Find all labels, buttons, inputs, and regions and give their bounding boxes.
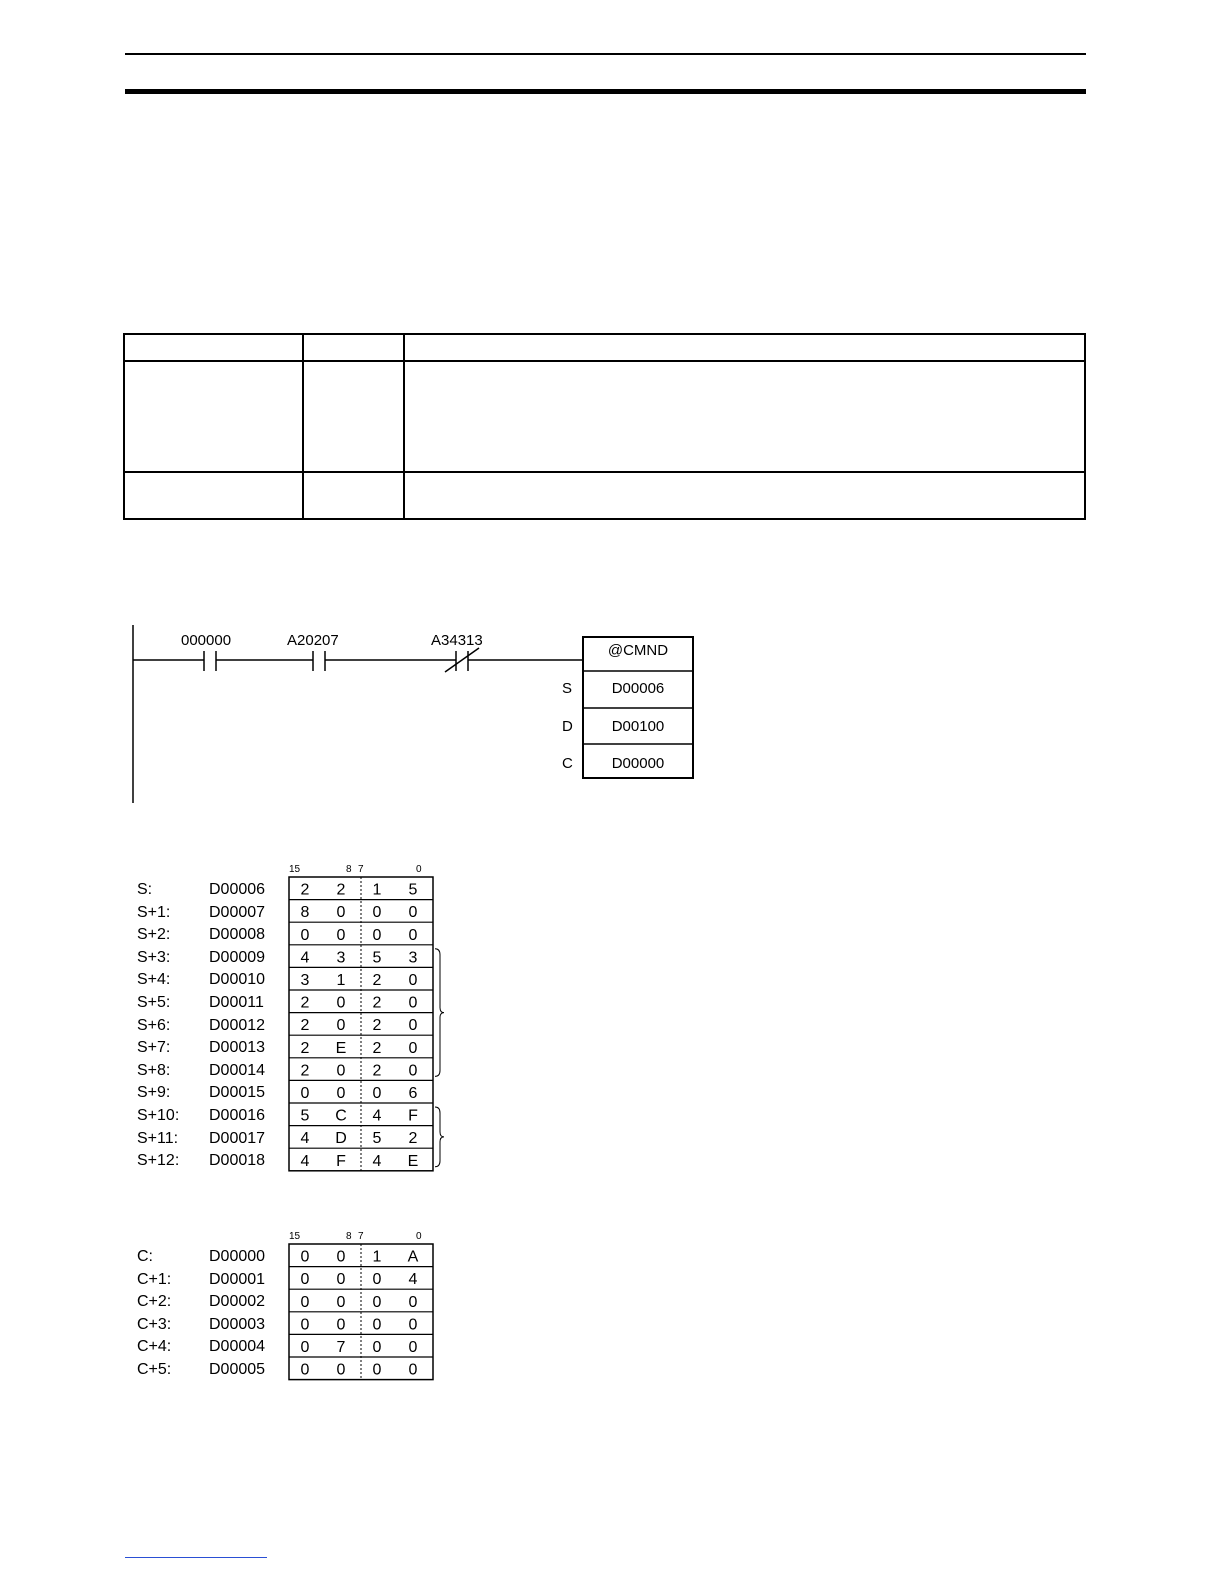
word-address: D00007 [209,903,266,921]
word-address: D00006 [209,881,266,898]
memory-grid [288,1243,454,1381]
hex-digit: 4 [372,1152,382,1170]
word-address: D00003 [209,1315,266,1333]
bit-label: 15 [289,1231,301,1242]
hex-digit: 0 [300,1339,310,1356]
memory-grid [288,876,454,1172]
hex-digit: 2 [300,1017,310,1035]
hex-digit: 4 [408,1271,418,1289]
hex-digit: 0 [336,904,346,922]
instruction-block [583,637,693,778]
hex-digit: 0 [336,1361,346,1379]
hex-digit: 2 [300,1039,310,1057]
word-label: S+4: [137,971,171,989]
hex-digit: 2 [300,994,310,1012]
word-label: S+1: [137,903,171,921]
header-rule-thick [125,89,1086,94]
hex-digit: 0 [408,1017,418,1035]
hex-digit: 0 [336,1293,346,1311]
word-address: D00013 [209,1039,266,1057]
word-label: S: [137,881,153,898]
table-cell [303,472,404,519]
hex-digit: 1 [336,972,346,989]
word-label: C+1: [137,1270,172,1288]
operand-name: S [562,680,573,697]
hex-digit: 8 [300,904,310,922]
hex-digit: 0 [408,1339,418,1356]
bit-label: 8 [346,864,352,875]
word-address: D00008 [209,926,266,944]
contact-label: A20207 [287,632,339,649]
hex-digit: 0 [336,1017,346,1035]
hex-digit: 0 [408,1293,418,1311]
hex-digit: 5 [372,949,382,967]
bit-label: 15 [289,864,301,875]
table-cell [124,472,303,519]
word-label: C+3: [137,1315,172,1333]
hex-digit: 0 [300,1085,310,1102]
table-header-cell [404,334,1085,361]
word-address: D00012 [209,1016,266,1034]
instruction-name: @CMND [607,642,669,659]
hex-digit: 0 [408,904,418,922]
hex-digit: 0 [408,994,418,1012]
contact-label: 000000 [181,632,232,649]
hex-digit: 0 [336,926,346,944]
table-cell [404,361,1085,472]
grouping-brace [435,949,444,1077]
hex-digit: 0 [300,1316,310,1334]
parameter-table [123,333,1086,520]
word-label: S+12: [137,1152,180,1170]
hex-digit: 5 [408,881,418,899]
bit-label: 0 [416,864,422,875]
operand-value: D00100 [611,718,665,735]
hex-digit: 2 [336,881,346,899]
word-label: S+9: [137,1084,171,1102]
bit-label: 8 [346,1231,352,1242]
hex-digit: 0 [300,926,310,944]
hex-digit: A [407,1248,419,1266]
word-address: D00002 [209,1293,266,1311]
hex-digit: 2 [372,1039,382,1057]
word-label: C: [137,1248,153,1265]
hex-digit: E [335,1039,347,1057]
hex-digit: 0 [372,1339,382,1356]
hex-digit: 0 [372,1316,382,1334]
word-label: S+7: [137,1039,171,1057]
word-label: C+5: [137,1361,172,1378]
word-address: D00009 [209,948,266,966]
word-label: S+6: [137,1016,171,1034]
hex-digit: 0 [372,1293,382,1311]
bit-label: 7 [358,1231,364,1242]
hex-digit: 3 [408,949,418,967]
word-address: D00011 [209,994,264,1011]
operand-value: D00000 [611,755,665,772]
hex-digit: 5 [300,1107,310,1125]
hex-digit: 4 [300,1152,310,1170]
hex-digit: 2 [372,1017,382,1035]
hex-digit: 0 [408,1361,418,1379]
hex-digit: 0 [408,926,418,944]
hex-digit: 0 [336,1316,346,1334]
hex-digit: 2 [372,994,382,1012]
header-rule-thin [125,53,1086,55]
hex-digit: F [408,1107,418,1125]
hex-digit: 2 [300,881,310,899]
word-label: S+11: [137,1129,179,1147]
word-address: D00010 [209,971,266,989]
ladder-diagram [120,615,710,810]
hex-digit: 2 [408,1130,418,1148]
hex-digit: F [336,1152,346,1170]
table-header-cell [303,334,404,361]
contact-label: A34313 [431,632,483,649]
hex-digit: 6 [408,1085,418,1102]
hex-digit: E [407,1152,419,1170]
table-header-cell [124,334,303,361]
word-label: S+8: [137,1061,171,1079]
hex-digit: 0 [336,1271,346,1289]
hex-digit: 0 [336,1062,346,1080]
hex-digit: 2 [300,1062,310,1080]
hex-digit: 0 [372,1271,382,1289]
grouping-brace [435,1107,444,1167]
word-address: D00015 [209,1084,266,1102]
hex-digit: 0 [300,1271,310,1289]
operand-name: C [562,755,573,772]
word-label: S+10: [137,1107,180,1124]
hex-digit: 0 [372,904,382,922]
hex-digit: 1 [372,881,382,899]
operand-value: D00006 [611,680,665,697]
word-address: D00001 [209,1270,266,1288]
table-cell [303,361,404,472]
hex-digit: D [335,1130,347,1148]
word-label: C+2: [137,1293,172,1311]
hex-digit: 0 [372,1361,382,1379]
word-address: D00014 [209,1061,266,1079]
hex-digit: 4 [300,949,310,967]
hex-digit: 0 [372,926,382,944]
word-label: S+2: [137,926,171,944]
word-label: C+4: [137,1338,172,1356]
hex-digit: 4 [372,1107,382,1125]
bit-label: 7 [358,864,364,875]
hex-digit: 7 [336,1339,346,1356]
word-address: D00018 [209,1152,266,1170]
hex-digit: 3 [300,972,310,989]
hex-digit: 0 [300,1248,310,1266]
hex-digit: 0 [336,1248,346,1266]
word-address: D00004 [209,1338,266,1356]
word-label: S+3: [137,948,171,966]
word-address: D00017 [209,1129,266,1147]
hex-digit: 0 [408,972,418,989]
footer-link-rule [125,1557,267,1558]
hex-digit: 0 [300,1361,310,1379]
word-address: D00016 [209,1107,266,1124]
hex-digit: 0 [300,1293,310,1311]
hex-digit: 2 [372,1062,382,1080]
word-label: S+5: [137,994,171,1011]
table-cell [404,472,1085,519]
word-address: D00000 [209,1248,266,1265]
hex-digit: 0 [336,994,346,1012]
hex-digit: 0 [408,1039,418,1057]
operand-name: D [562,718,573,735]
table-cell [124,361,303,472]
hex-digit: 0 [372,1085,382,1102]
hex-digit: 0 [336,1085,346,1102]
hex-digit: 1 [372,1248,382,1266]
hex-digit: 5 [372,1130,382,1148]
hex-digit: 4 [300,1130,310,1148]
hex-digit: C [335,1107,347,1125]
hex-digit: 2 [372,972,382,989]
word-address: D00005 [209,1361,266,1378]
bit-label: 0 [416,1231,422,1242]
hex-digit: 3 [336,949,346,967]
hex-digit: 0 [408,1316,418,1334]
hex-digit: 0 [408,1062,418,1080]
